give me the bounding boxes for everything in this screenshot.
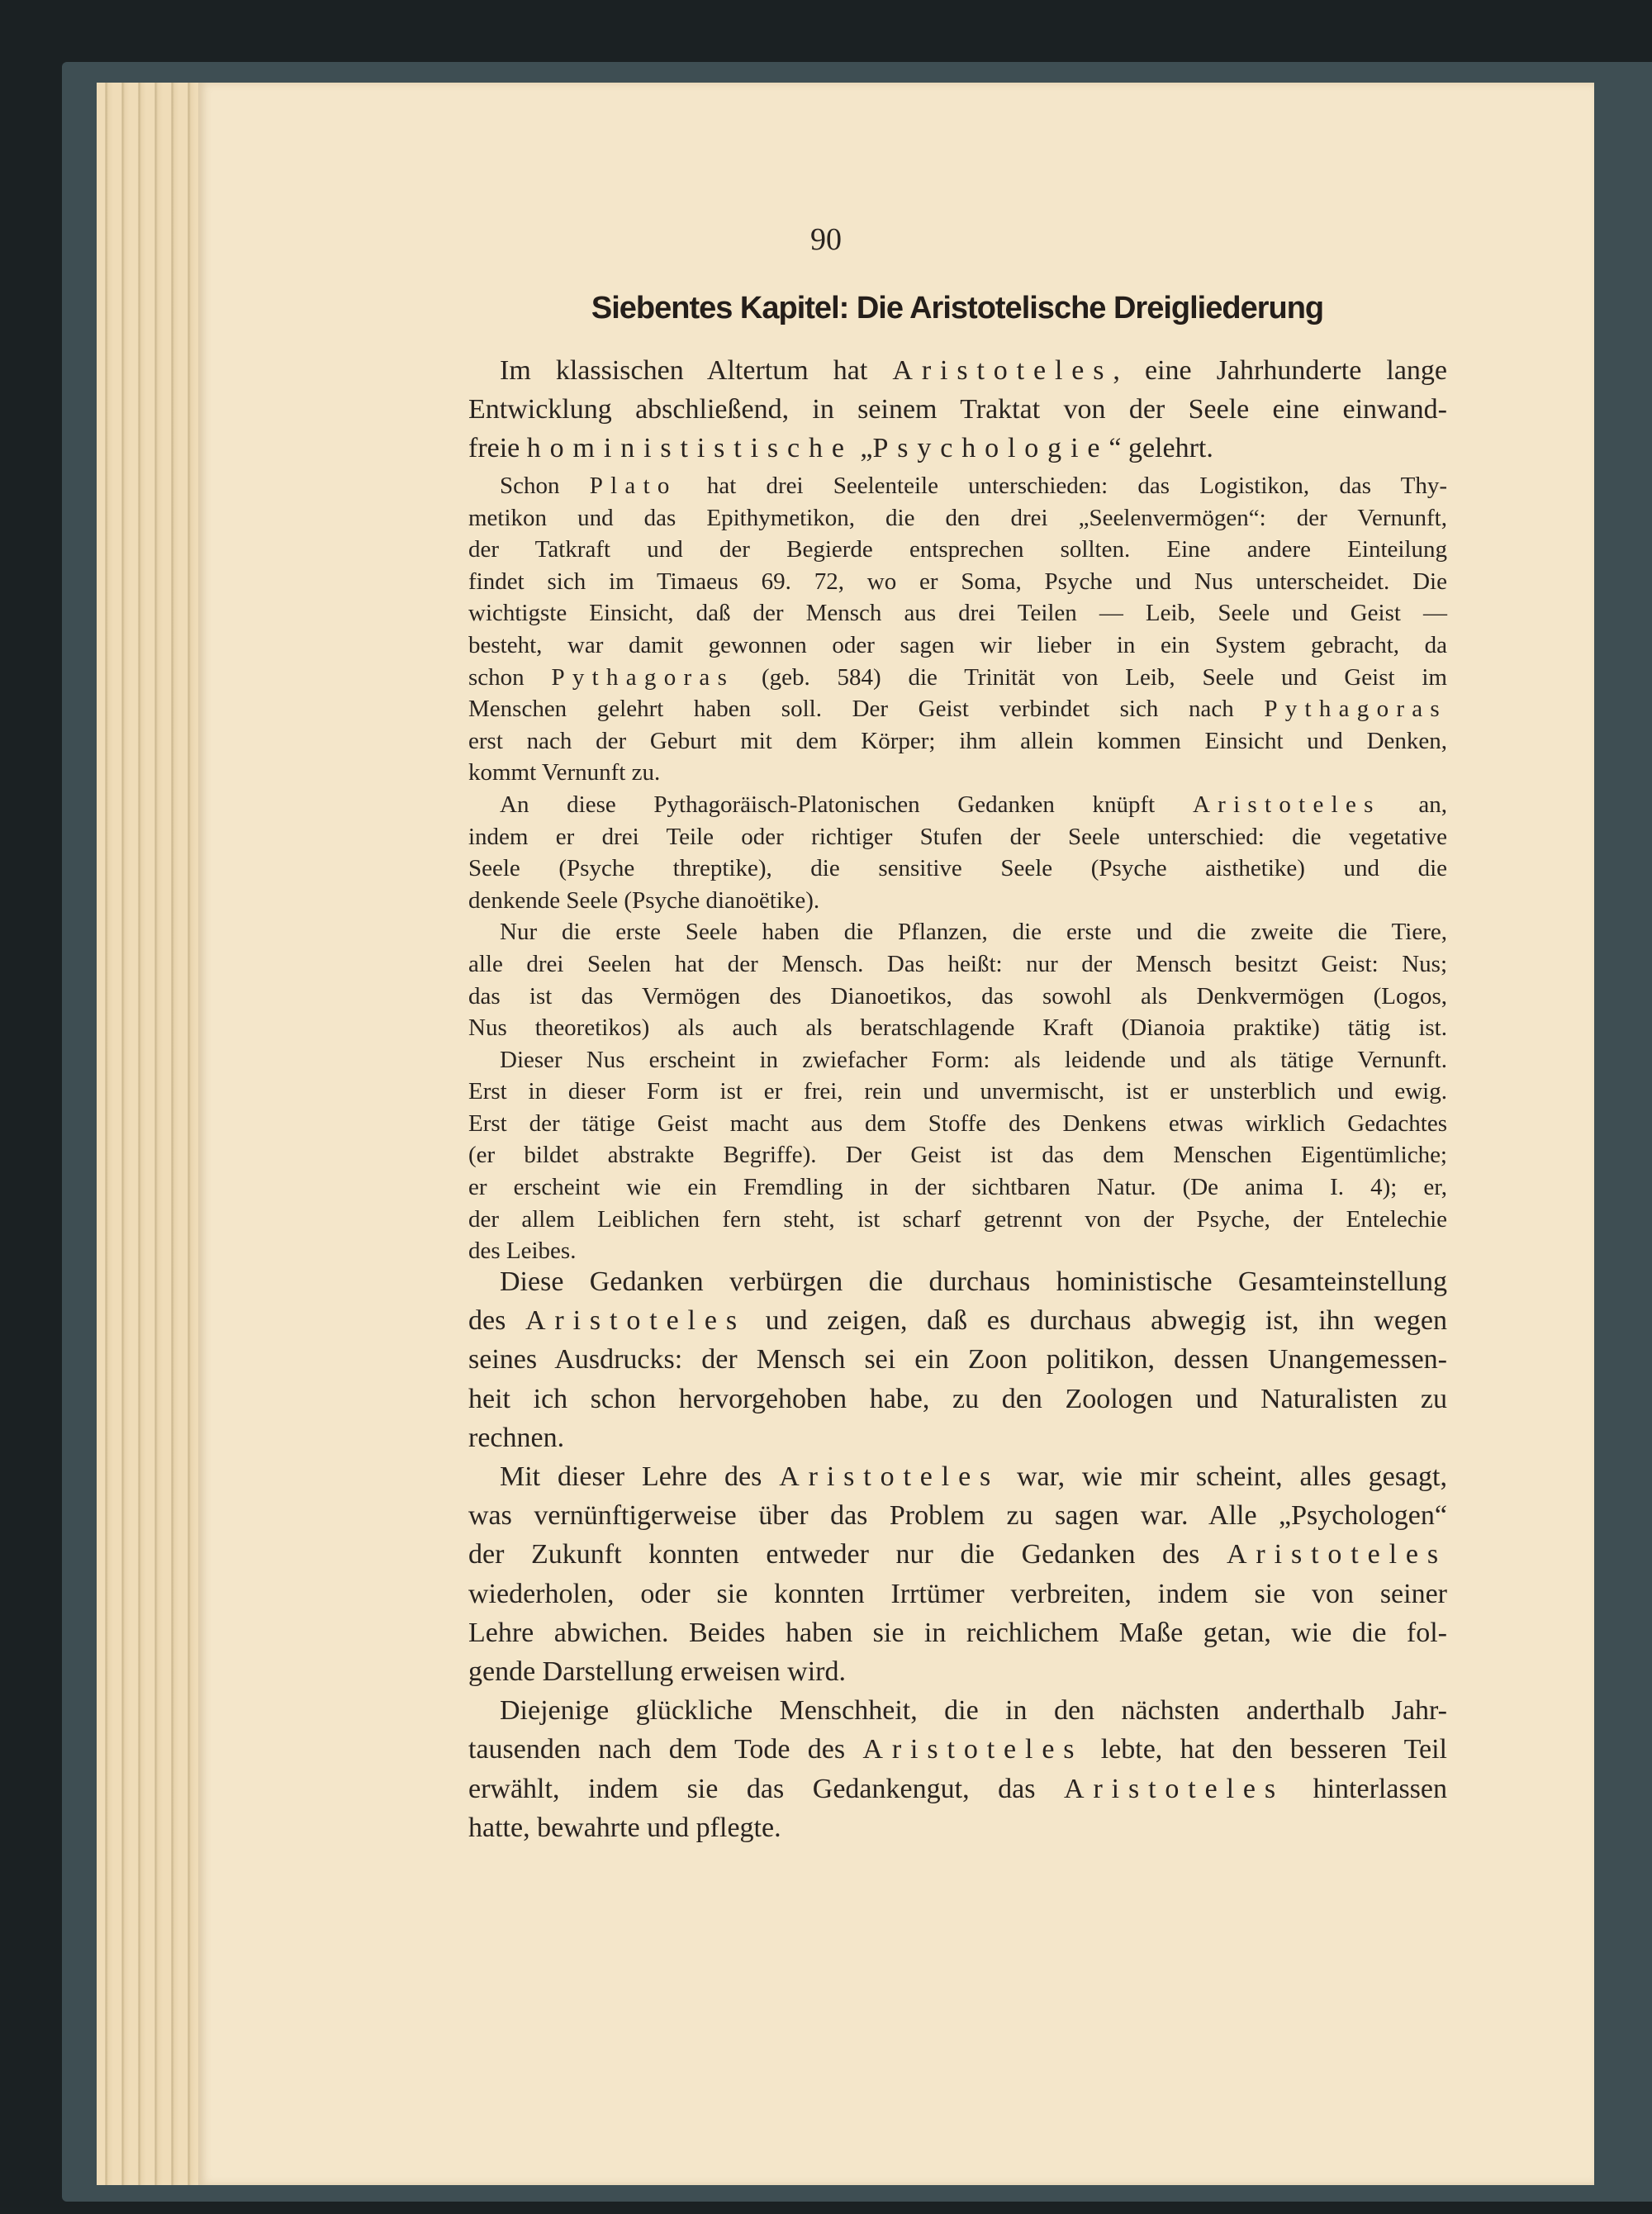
text-segment: indem er drei Teile oder richtiger Stufen der Seele unterschied: die vegetative — [468, 823, 1447, 850]
text-segment: besteht, war damit gewonnen oder sagen wir lieber in ein System gebracht, da — [468, 631, 1447, 658]
paragraph — [468, 789, 1447, 916]
page-edges — [97, 83, 200, 2185]
text-line — [468, 662, 1447, 694]
body-section-intro — [468, 351, 1447, 468]
text-segment: lebte, hat den besseren Teil — [1083, 1734, 1447, 1765]
text-line — [468, 948, 1447, 981]
text-line — [468, 789, 1447, 821]
text-segment: Diese Gedanken verbürgen die durchaus hoministische Gesamteinstellung — [500, 1266, 1447, 1297]
spaced-name: Aristoteles — [525, 1305, 746, 1337]
paragraph — [468, 916, 1447, 1043]
text-segment: hinterlassen — [1284, 1773, 1447, 1804]
paragraph — [468, 351, 1447, 468]
text-segment: Nus theoretikos) als auch als beratschlagende Kraft (Dianoia praktike) tätig ist. — [468, 1014, 1447, 1042]
text-segment: Erst der tätige Geist macht aus dem Stoffe des Denkens etwas wirklich Gedachtes — [468, 1109, 1447, 1137]
text-segment: des Leibes. — [468, 1238, 577, 1265]
text-line — [468, 1575, 1447, 1613]
text-line — [468, 1340, 1447, 1379]
text-segment: seines Ausdrucks: der Mensch sei ein Zoon politikon, dessen Unangemessen- — [468, 1344, 1447, 1375]
text-line — [468, 502, 1447, 534]
text-segment: Lehre abwichen. Beides haben sie in reichlichem Maße getan, wie die fol- — [468, 1617, 1447, 1648]
text-line — [468, 1204, 1447, 1236]
text-segment: Im klassischen Altertum hat — [500, 355, 893, 386]
text-line — [468, 1770, 1447, 1808]
paragraph — [468, 470, 1447, 789]
text-line — [468, 1012, 1447, 1044]
text-segment: er erscheint wie ein Fremdling in der sichtbaren Natur. (De anima I. 4); er, — [468, 1174, 1447, 1201]
text-line — [468, 566, 1447, 598]
text-line — [468, 597, 1447, 630]
spaced-name: Pythagoras — [551, 663, 735, 691]
spaced-name: Aristoteles — [1227, 1539, 1447, 1570]
text-segment: Schon — [500, 473, 590, 499]
paragraph — [468, 1691, 1447, 1847]
spaced-name: Aristoteles — [892, 355, 1113, 386]
spaced-name: Aristoteles — [1192, 791, 1381, 818]
text-segment: Erst in dieser Form ist er frei, rein und unvermischt, ist er unsterblich und ewig. — [468, 1078, 1447, 1105]
text-line — [468, 1171, 1447, 1204]
text-segment: Dieser Nus erscheint in zwiefacher Form: als leidende und als tätige Vernunft. — [500, 1046, 1447, 1073]
text-segment: Menschen gelehrt haben soll. Der Geist verbindet sich nach — [468, 696, 1265, 723]
paragraph — [468, 1044, 1447, 1267]
text-line — [468, 1418, 1447, 1457]
text-segment: erst nach der Geburt mit dem Körper; ihm allein kommen Einsicht und Denken, — [468, 727, 1447, 754]
text-segment: der Tatkraft und der Begierde entsprechen sollten. Eine andere Einteilung — [468, 536, 1447, 563]
text-line — [468, 470, 1447, 502]
chapter-title: Siebentes Kapitel: Die Aristotelische Dreigliederung — [591, 291, 1324, 325]
text-segment: metikon und das Epithymetikon, die den drei „Seelenvermögen“: der Vernunft, — [468, 504, 1447, 531]
body-section-conclusion — [468, 1262, 1447, 1847]
text-segment: rechnen. — [468, 1422, 565, 1453]
text-segment: tausenden nach dem Tode des — [468, 1734, 863, 1765]
text-segment: freie — [468, 433, 527, 464]
text-line — [468, 534, 1447, 566]
text-segment: (geb. 584) die Trinität von Leib, Seele und Geist im — [734, 663, 1447, 691]
text-line — [468, 1613, 1447, 1652]
spaced-name: Plato — [589, 473, 677, 499]
text-line — [468, 981, 1447, 1013]
text-line — [468, 1380, 1447, 1418]
text-line — [468, 1301, 1447, 1340]
text-line — [468, 1262, 1447, 1301]
text-line — [468, 1808, 1447, 1847]
text-segment: an, — [1380, 791, 1447, 818]
text-segment: , eine Jahrhunderte lange — [1113, 355, 1447, 386]
text-segment: findet sich im Timaeus 69. 72, wo er Soma, Psyche und Nus unterscheidet. Die — [468, 568, 1447, 595]
text-segment: Mit dieser Lehre des — [500, 1461, 780, 1493]
text-segment: Seele (Psyche threptike), die sensitive Seele (Psyche aisthetike) und die — [468, 855, 1447, 882]
text-line — [468, 1076, 1447, 1108]
text-line — [468, 1139, 1447, 1171]
text-line — [468, 630, 1447, 662]
text-segment: „ — [852, 433, 873, 464]
spaced-name: Aristoteles — [862, 1734, 1084, 1765]
text-segment: “ gelehrt. — [1108, 433, 1213, 464]
text-segment: wichtigste Einsicht, daß der Mensch aus drei Teilen — Leib, Seele und Geist — — [468, 600, 1447, 627]
text-line — [468, 1496, 1447, 1535]
text-segment: An diese Pythagoräisch-Platonischen Gedanken knüpft — [500, 791, 1193, 818]
text-segment: das ist das Vermögen des Dianoetikos, das sowohl als Denkvermögen (Logos, — [468, 982, 1447, 1010]
text-line — [468, 351, 1447, 390]
text-line — [468, 821, 1447, 853]
text-line — [468, 916, 1447, 948]
text-line — [468, 1535, 1447, 1574]
spaced-name: hominististische — [526, 433, 853, 464]
text-segment: gende Darstellung erweisen wird. — [468, 1656, 846, 1688]
text-line — [468, 725, 1447, 758]
text-segment: Entwicklung abschließend, in seinem Traktat von der Seele eine einwand- — [468, 394, 1447, 425]
text-line — [468, 1652, 1447, 1691]
text-segment: war, wie mir scheint, alles gesagt, — [999, 1461, 1447, 1493]
paragraph — [468, 1262, 1447, 1457]
spaced-name: Psychologie — [872, 433, 1109, 464]
text-line — [468, 853, 1447, 885]
text-segment: der allem Leiblichen fern steht, ist scharf getrennt von der Psyche, der Entelechie — [468, 1205, 1447, 1233]
text-segment: Nur die erste Seele haben die Pflanzen, die erste und die zweite die Tiere, — [500, 919, 1447, 946]
text-segment: wiederholen, oder sie konnten Irrtümer verbreiten, indem sie von seiner — [468, 1578, 1447, 1609]
text-segment: hatte, bewahrte und pflegte. — [468, 1812, 781, 1843]
text-segment: des — [468, 1305, 525, 1337]
paragraph — [468, 1457, 1447, 1691]
text-segment: hat drei Seelenteile unterschieden: das Logistikon, das Thy- — [676, 473, 1448, 499]
text-line — [468, 1730, 1447, 1769]
text-line — [468, 390, 1447, 429]
text-segment: alle drei Seelen hat der Mensch. Das heißt: nur der Mensch besitzt Geist: Nus; — [468, 950, 1447, 977]
text-line — [468, 1457, 1447, 1496]
text-segment: erwählt, indem sie das Gedankengut, das — [468, 1773, 1065, 1804]
text-line — [468, 885, 1447, 917]
text-segment: heit ich schon hervorgehoben habe, zu den Zoologen und Naturalisten zu — [468, 1383, 1447, 1414]
spaced-name: Pythagoras — [1264, 696, 1447, 723]
body-section-small-print — [468, 470, 1447, 1267]
page-number: 90 — [810, 222, 842, 257]
text-line — [468, 693, 1447, 725]
text-line — [468, 1108, 1447, 1140]
text-segment: schon — [468, 663, 552, 691]
text-segment: der Zukunft konnten entweder nur die Gedanken des — [468, 1539, 1227, 1570]
spaced-name: Aristoteles — [779, 1461, 1000, 1493]
text-segment: was vernünftigerweise über das Problem zu sagen war. Alle „Psychologen“ — [468, 1500, 1447, 1532]
text-segment: Diejenige glückliche Menschheit, die in den nächsten anderthalb Jahr- — [500, 1695, 1447, 1727]
text-line — [468, 757, 1447, 789]
spaced-name: Aristoteles — [1064, 1773, 1285, 1804]
text-segment: kommt Vernunft zu. — [468, 759, 661, 786]
text-line — [468, 1044, 1447, 1076]
text-segment: denkende Seele (Psyche dianoëtike). — [468, 886, 820, 914]
text-line — [468, 1691, 1447, 1730]
text-segment: und zeigen, daß es durchaus abwegig ist, ihn wegen — [745, 1305, 1448, 1337]
text-segment: (er bildet abstrakte Begriffe). Der Geist ist das dem Menschen Eigentümliche; — [468, 1142, 1447, 1169]
text-line — [468, 429, 1447, 468]
